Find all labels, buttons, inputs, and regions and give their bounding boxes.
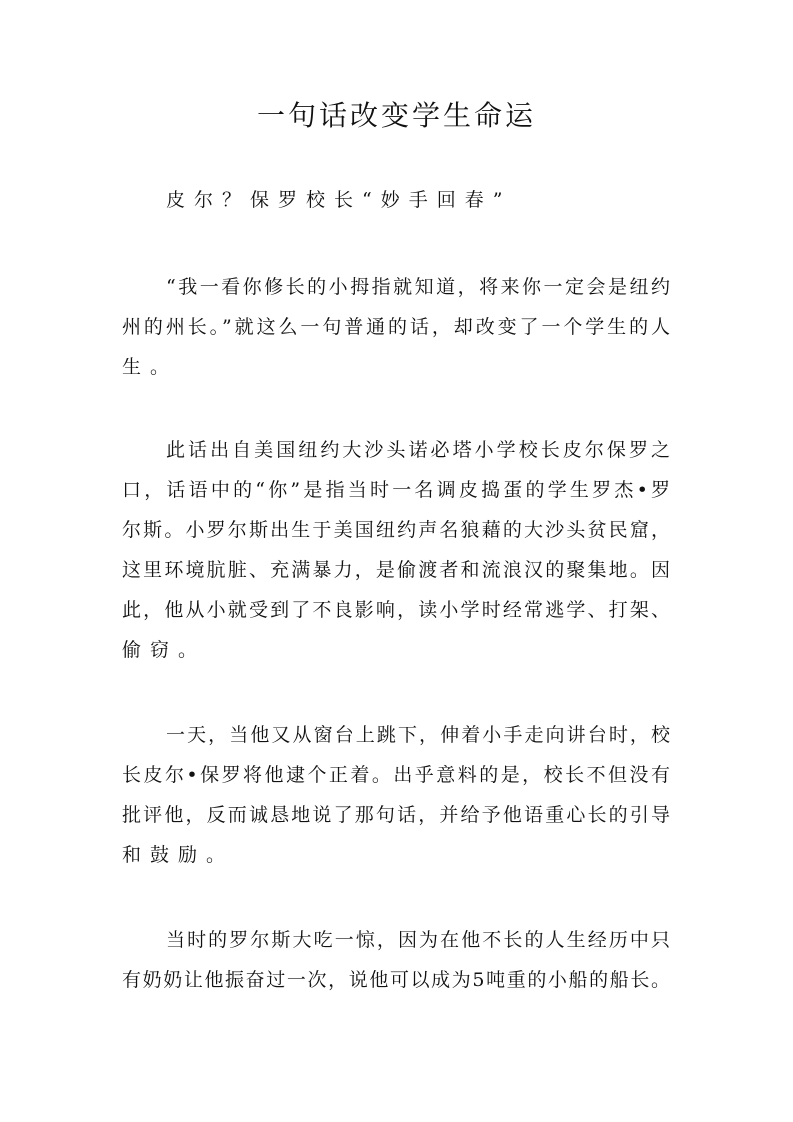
paragraph-subtitle	[122, 180, 670, 220]
text-line: 州的州长。”就这么一句普通的话，却改变了一个学生的人	[122, 316, 670, 338]
text-line: 当时的罗尔斯大吃一惊，因为在他不长的人生经历中只	[166, 929, 670, 951]
text-line: 此话出自美国纽约大沙头诺必塔小学校长皮尔保罗之	[166, 439, 670, 461]
text-line: 生。	[122, 356, 179, 378]
text-line: 批评他，反而诚恳地说了那句话，并给予他语重心长的引导	[122, 804, 670, 826]
paragraph	[122, 715, 670, 875]
text-line: 长皮尔•保罗将他逮个正着。出乎意料的是，校长不但没有	[122, 764, 670, 786]
text-line: 和鼓励。	[122, 844, 235, 866]
text-line: 此，他从小就受到了不良影响，读小学时经常逃学、打架、	[122, 599, 670, 621]
text-line: 这里环境肮脏、充满暴力，是偷渡者和流浪汉的聚集地。因	[122, 559, 670, 581]
text-line: 有奶奶让他振奋过一次，说他可以成为5吨重的小船的船长。	[122, 969, 670, 991]
document-title: 一句话改变学生命运	[256, 99, 536, 132]
text-line: “我一看你修长的小拇指就知道，将来你一定会是纽约	[166, 276, 670, 298]
text-line: 偷窃。	[122, 639, 207, 661]
paragraph	[122, 430, 670, 670]
text-line: 一天，当他又从窗台上跳下，伸着小手走向讲台时，校	[166, 724, 670, 746]
text-line: 口，话语中的“你”是指当时一名调皮捣蛋的学生罗杰•罗	[122, 479, 670, 501]
text-line: 尔斯。小罗尔斯出生于美国纽约声名狼藉的大沙头贫民窟，	[122, 519, 670, 541]
paragraph	[122, 920, 670, 1000]
paragraph	[122, 267, 670, 387]
text-line: 皮尔？保罗校长“妙手回春”	[166, 189, 512, 211]
